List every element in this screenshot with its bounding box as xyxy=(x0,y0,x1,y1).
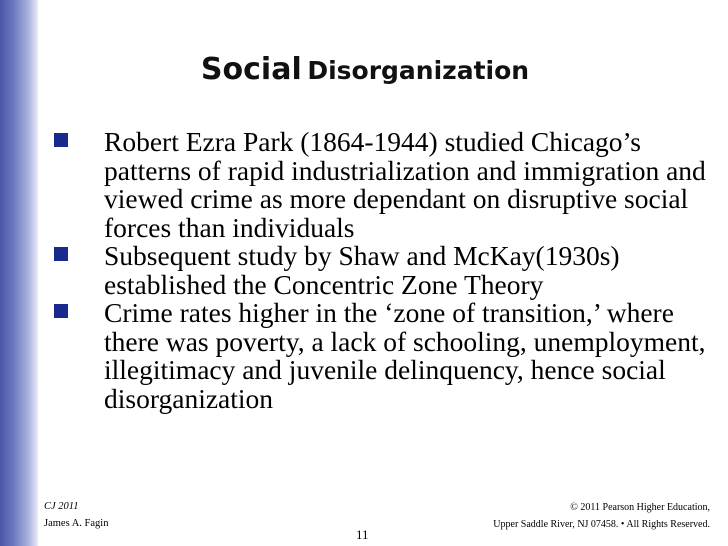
footer-copyright xyxy=(390,499,710,533)
copyright-line-1: © 2011 Pearson Higher Education, xyxy=(570,502,710,513)
footer-course-info xyxy=(44,498,108,532)
bullet-text: Crime rates higher in the ‘zone of transition,’ where there was poverty, a lack of schooling, unemployment, illegitimacy and juvenile delinquency, hence social disorganization xyxy=(104,297,706,414)
left-decorative-stripe xyxy=(0,0,38,546)
page-number: 11 xyxy=(356,527,369,542)
bullet-item xyxy=(54,242,714,299)
copyright-line-2: Upper Saddle River, NJ 07458. • All Rights Reserved. xyxy=(493,519,710,530)
square-bullet-icon xyxy=(54,304,68,318)
course-code: CJ 2011 xyxy=(44,501,79,512)
title-word-social: Social xyxy=(200,52,302,87)
square-bullet-icon xyxy=(54,133,68,147)
author-name: James A. Fagin xyxy=(44,518,109,529)
title-word-disorganization: Disorganization xyxy=(307,56,530,85)
bullet-item xyxy=(54,299,714,413)
slide-title xyxy=(60,52,670,87)
bullet-text: Robert Ezra Park (1864-1944) studied Chicago’s patterns of rapid industrialization and immigration and viewed crime as more dependant on disruptive social forces than individuals xyxy=(104,126,706,243)
bullet-item xyxy=(54,128,714,242)
square-bullet-icon xyxy=(54,247,68,261)
bullet-list xyxy=(54,128,714,413)
bullet-text: Subsequent study by Shaw and McKay(1930s) established the Concentric Zone Theory xyxy=(104,240,620,300)
